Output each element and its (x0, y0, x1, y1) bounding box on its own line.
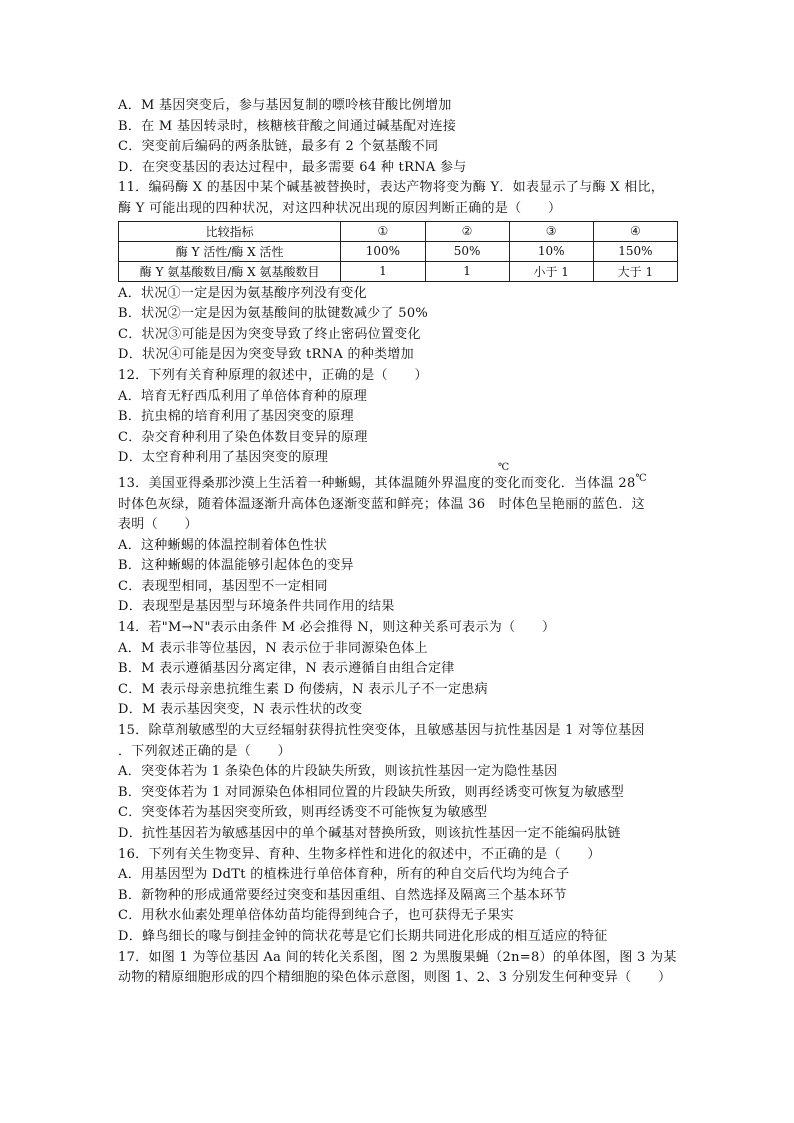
table-cell: 酶 Y 活性/酶 X 活性 (119, 241, 341, 261)
text-line: D．M 表示基因突变，N 表示性状的改变 (118, 702, 363, 718)
table-cell: 100% (341, 241, 425, 261)
text-line: D．在突变基因的表达过程中，最多需要 64 种 tRNA 参与 (118, 159, 467, 175)
text-line: D．抗性基因若为敏感基因中的单个碱基对替换所致，则该抗性基因一定不能编码肽链 (118, 826, 621, 841)
degree-symbol-floating: ℃ (498, 461, 510, 473)
exam-page (118, 96, 678, 989)
q10-options (118, 96, 678, 220)
table-cell: 50% (425, 241, 509, 261)
question-11-stem-cont: 酶 Y 可能出现的四种状况，对这四种状况出现的原因判断正确的是（ ） (118, 200, 562, 216)
text-line: A．用基因型为 DdTt 的植株进行单倍体育种，所有的种自交后代均为纯合子 (118, 867, 570, 883)
text-line: C．M 表示母亲患抗维生素 D 佝偻病，N 表示儿子不一定患病 (118, 681, 488, 697)
table-cell: 150% (593, 241, 677, 261)
text-line: 表明（ ） (118, 517, 198, 533)
table-cell: 小于 1 (509, 261, 593, 281)
text-line: B．这种蜥蜴的体温能够引起体色的变异 (118, 558, 354, 574)
degree-symbol: ℃ (635, 472, 648, 484)
text-line: 动物的精原细胞形成的四个精细胞的染色体示意图，则图 1、2、3 分别发生何种变异（ ） (118, 970, 672, 986)
text-line: A．M 表示非等位基因，N 表示位于非同源染色体上 (118, 640, 428, 656)
table-cell: 1 (425, 261, 509, 281)
text-line: ．下列叙述正确的是（ ） (118, 743, 291, 759)
text-span: 13．美国亚得桑那沙漠上生活着一种蜥蜴，其体温随外界温度的变化而变化．当体温 28 (118, 475, 636, 491)
question-16-stem: 16．下列有关生物变异、育种、生物多样性和进化的叙述中，不正确的是（ ） (118, 846, 601, 862)
text-line: C．突变体若为基因突变所致，则再经诱变不可能恢复为敏感型 (118, 805, 488, 821)
table-cell: 1 (341, 261, 425, 281)
table-header-row (119, 221, 678, 241)
text-line: D．状况④可能是因为突变导致 tRNA 的种类增加 (118, 347, 414, 363)
table-row (119, 261, 678, 281)
text-line: D．太空育种利用了基因突变的原理 (118, 450, 329, 466)
text-line: A．突变体若为 1 条染色体的片段缺失所致，则该抗性基因一定为隐性基因 (118, 764, 558, 780)
text-line: C．杂交育种利用了染色体数目变异的原理 (118, 429, 368, 445)
table-header-cell: ③ (509, 221, 593, 241)
text-line: C．突变前后编码的两条肽链，最多有 2 个氨基酸不同 (118, 139, 439, 155)
text-line: B．在 M 基因转录时，核糖核苷酸之间通过碱基配对连接 (118, 118, 457, 134)
question-14-stem: 14．若"M→N"表示由条件 M 必会推得 N，则这种关系可表示为（ ） (118, 620, 556, 636)
text-line: A．状况①一定是因为氨基酸序列没有变化 (118, 285, 368, 301)
text-line: C．用秋水仙素处理单倍体幼苗均能得到纯合子，也可获得无子果实 (118, 908, 514, 924)
text-line: C．状况③可能是因为突变导致了终止密码位置变化 (118, 326, 421, 342)
text-line (118, 469, 678, 495)
text-line: A．M 基因突变后，参与基因复制的嘌呤核苷酸比例增加 (118, 98, 452, 113)
question-12-stem: 12．下列有关育种原理的叙述中，正确的是（ ） (118, 367, 428, 383)
question-17-stem: 17．如图 1 为等位基因 Aa 间的转化关系图，图 2 为黑腹果蝇（2n=8）的单体图，图 3 为某 (118, 949, 677, 965)
comparison-table (118, 221, 678, 282)
table-header-cell: 比较指标 (119, 221, 341, 241)
table-header-cell: ④ (593, 221, 677, 241)
text-line: D．表现型是基因型与环境条件共同作用的结果 (118, 599, 395, 615)
question-15-stem: 15．除草剂敏感型的大豆经辐射获得抗性突变体，且敏感基因与抗性基因是 1 对等位基因 (118, 723, 645, 739)
text-line: C．表现型相同，基因型不一定相同 (118, 578, 328, 594)
question-11-stem: 11．编码酶 X 的基因中某个碱基被替换时，表达产物将变为酶 Y．如表显示了与酶 X 相比， (118, 180, 665, 196)
table-cell: 酶 Y 氨基酸数目/酶 X 氨基酸数目 (119, 261, 341, 281)
text-line: B．突变体若为 1 对同源染色体相同位置的片段缺失所致，则再经诱变可恢复为敏感型 (118, 784, 625, 800)
text-line: B．M 表示遵循基因分离定律，N 表示遵循自由组合定律 (118, 661, 455, 677)
text-line: B．状况②一定是因为氨基酸间的肽键数减少了 50% (118, 306, 429, 322)
text-line: A．培育无籽西瓜利用了单倍体育种的原理 (118, 388, 368, 404)
text-line: A．这种蜥蜴的体温控制着体色性状 (118, 537, 328, 553)
table-row (119, 241, 678, 261)
table-header-cell: ② (425, 221, 509, 241)
text-line: 时体色灰绿，随着体温逐渐升高体色逐渐变蓝和鲜亮；体温 36 时体色呈艳丽的蓝色．这 (118, 496, 645, 512)
text-line: D．蜂鸟细长的喙与倒挂金钟的筒状花萼是它们长期共同进化形成的相互适应的特征 (118, 928, 608, 944)
table-cell: 10% (509, 241, 593, 261)
table-cell: 大于 1 (593, 261, 677, 281)
text-line: B．新物种的形成通常要经过突变和基因重组、自然选择及隔离三个基本环节 (118, 887, 567, 903)
remaining-questions (118, 536, 678, 989)
text-line: B．抗虫棉的培育利用了基因突变的原理 (118, 409, 354, 425)
question-13-stem (118, 461, 678, 536)
table-header-cell: ① (341, 221, 425, 241)
q11-options-q12 (118, 284, 678, 469)
